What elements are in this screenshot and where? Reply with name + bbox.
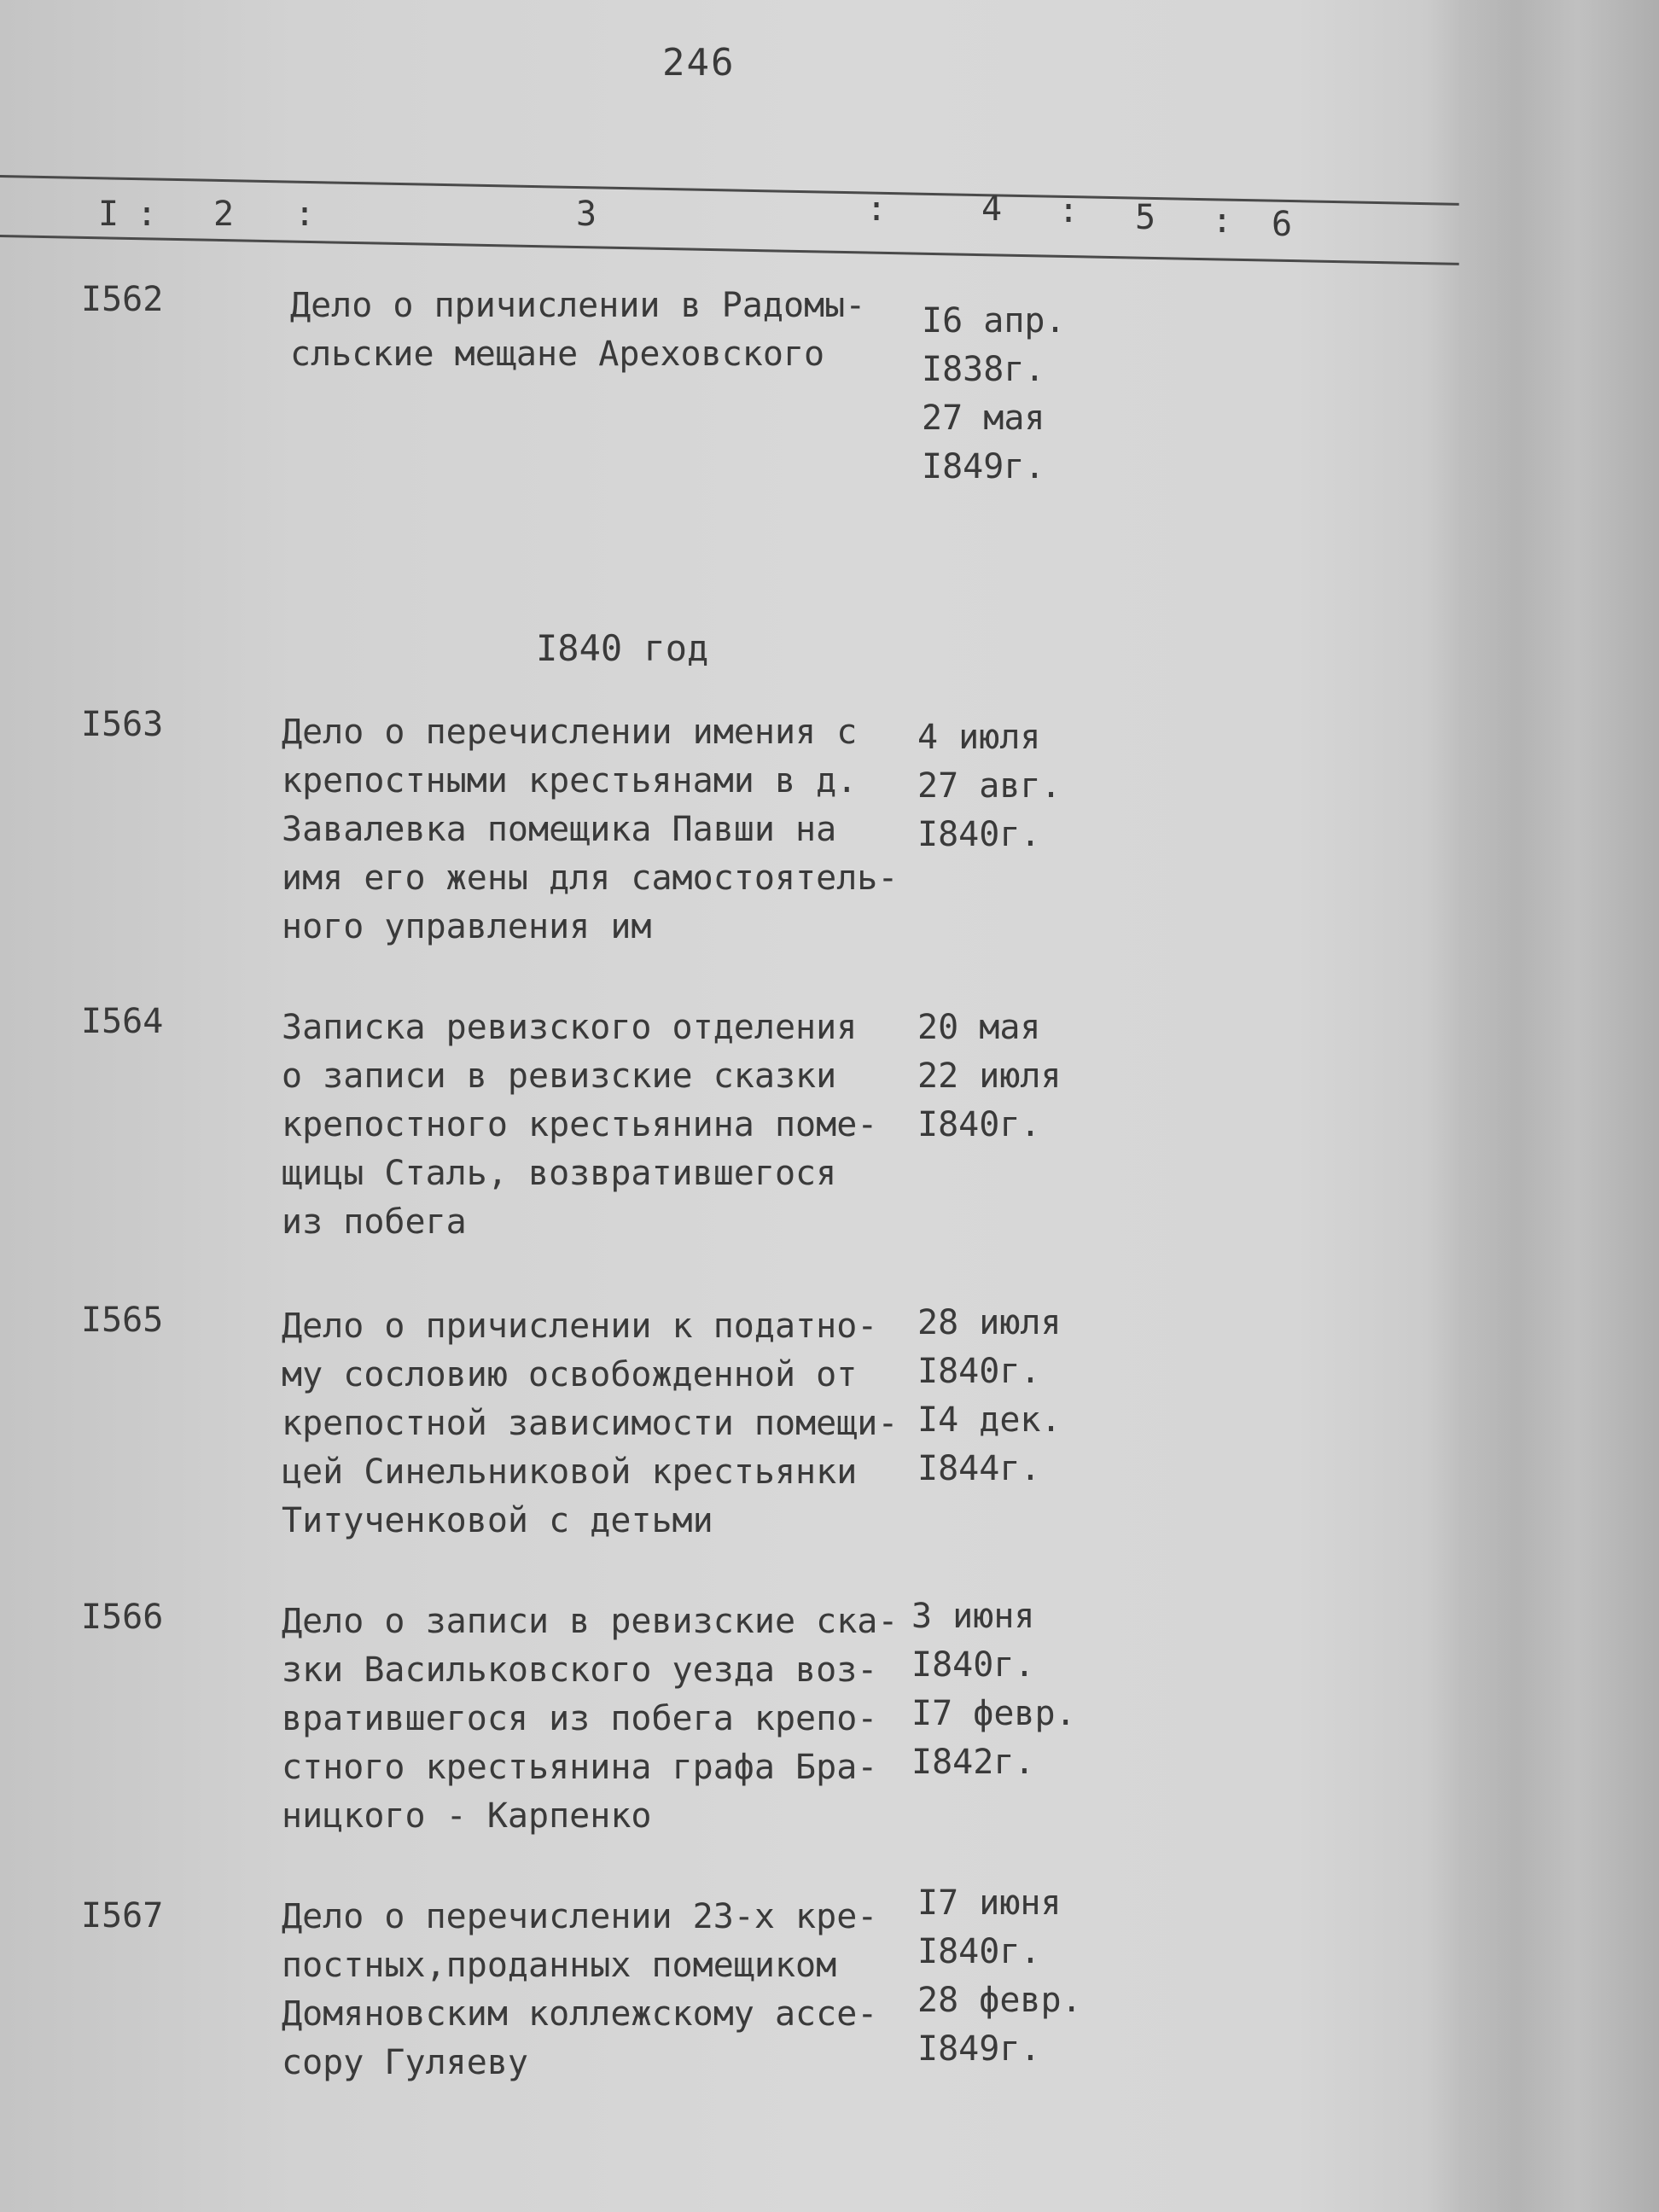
year-heading: I840 год	[536, 627, 709, 669]
entry-description: Дело о причислении к податно- му сословию освобожденной от крепостной зависимости помещи- цей Синельниковой крестьянки Титученковой с детьми	[282, 1307, 899, 1540]
entry-dates: 20 мая 22 июля I840г.	[917, 1008, 1062, 1144]
col-header-sep: :	[866, 189, 888, 229]
entry-description: Дело о перечислении 23-х кре- постных,проданных помещиком Домяновским коллежскому ассе- сору Гуляеву	[282, 1897, 878, 2082]
entry-description: Дело о перечислении имения с крепостными крестьянами в д. Завалевка помещика Павши на имя его жены для самостоятель- ного управления им	[282, 713, 899, 946]
entry-number: I564	[81, 1002, 164, 1041]
entry-number: I565	[81, 1301, 164, 1340]
entry-dates: 28 июля I840г. I4 дек. I844г.	[917, 1303, 1062, 1488]
entry-dates: I6 апр. I838г. 27 мая I849г.	[922, 301, 1066, 486]
entry-description: Записка ревизского отделения о записи в ревизские сказки крепостного крестьянина поме- щицы Сталь, возвратившегося из побега	[282, 1008, 878, 1242]
col-header-5: 5	[1135, 198, 1156, 237]
col-header-sep: :	[1212, 201, 1233, 241]
col-header-4: 4	[981, 189, 1003, 229]
col-header-1: I	[98, 195, 119, 234]
page-number: 246	[662, 41, 736, 84]
col-header-6: 6	[1272, 205, 1293, 244]
entry-number: I563	[81, 705, 164, 744]
entry-description: Дело о записи в ревизские ска- зки Васильковского уезда воз- вратившегося из побега крепо- стного крестьянина графа Бра- ницкого - Карпенко	[282, 1602, 899, 1836]
col-header-sep: :	[137, 195, 158, 234]
col-header-sep: :	[294, 195, 316, 234]
col-header-3: 3	[576, 195, 597, 234]
entry-description: Дело о причислении в Радомы- сльские мещане Ареховского	[290, 286, 866, 374]
entry-dates: 4 июля 27 авг. I840г.	[917, 718, 1062, 854]
entry-number: I566	[81, 1598, 164, 1637]
header-bottom-rule	[0, 235, 1459, 265]
page-spine-shadow	[1455, 0, 1659, 2212]
entry-number: I562	[81, 280, 164, 319]
entry-number: I567	[81, 1896, 164, 1936]
col-header-sep: :	[1058, 191, 1080, 230]
entry-dates: I7 июня I840г. 28 февр. I849г.	[917, 1883, 1082, 2069]
col-header-2: 2	[213, 195, 235, 234]
entry-dates: 3 июня I840г. I7 февр. I842г.	[911, 1597, 1076, 1782]
